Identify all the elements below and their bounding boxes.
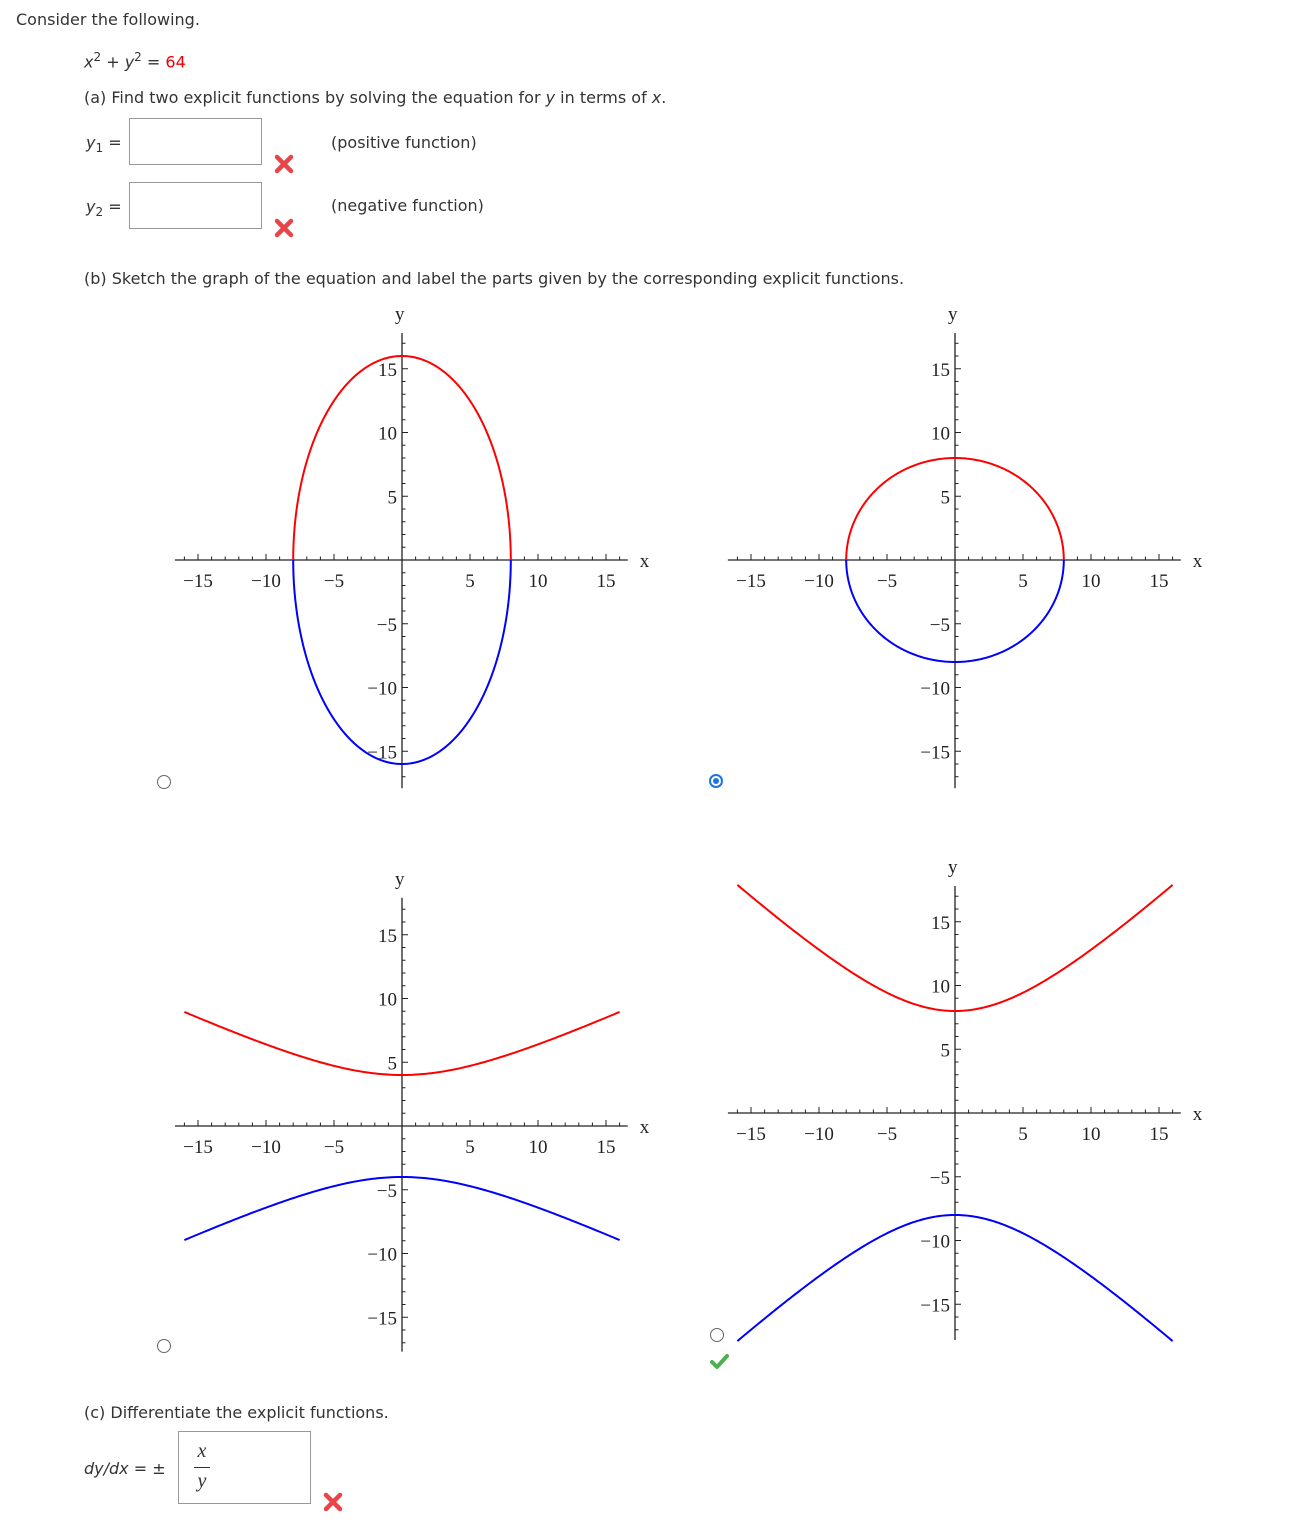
x-tick-label: −5	[323, 1137, 345, 1158]
y-tick-label: 10	[378, 989, 397, 1011]
x-tick-label: 10	[528, 1137, 548, 1158]
correct-check-icon	[709, 1352, 729, 1372]
x-axis-label: x	[639, 551, 650, 572]
incorrect-icon	[274, 218, 294, 238]
radio-option-3[interactable]	[157, 1339, 171, 1353]
x-tick-label: 15	[596, 1137, 616, 1158]
y1-note: (positive function)	[331, 133, 477, 152]
y-axis-label: y	[948, 304, 958, 326]
prompt-text: (a) Find two explicit functions by solving the equation for	[84, 88, 546, 107]
eq-equals: =	[146, 52, 161, 72]
y-tick-label: 5	[387, 487, 397, 509]
y-tick-label: −10	[920, 1231, 950, 1253]
y1-eq: =	[108, 133, 122, 152]
y-tick-label: 10	[931, 976, 950, 998]
prompt-text: .	[661, 88, 667, 107]
radio-option-4[interactable]	[710, 1328, 724, 1342]
x-tick-label: 15	[596, 571, 616, 592]
y1-sub: 1	[95, 141, 104, 156]
x-tick-label: −15	[183, 571, 213, 592]
x-tick-label: 10	[528, 571, 548, 592]
x-tick-label: 15	[1149, 571, 1169, 592]
prompt-var-y: y	[545, 88, 556, 107]
eq-rhs: 64	[165, 52, 186, 72]
y-tick-label: 15	[378, 925, 397, 947]
x-tick-label: 5	[1018, 571, 1028, 592]
incorrect-icon	[274, 154, 294, 174]
radio-option-1[interactable]	[157, 775, 171, 789]
x-tick-label: 5	[465, 1137, 475, 1158]
y2-input[interactable]	[129, 182, 262, 229]
x-tick-label: 10	[1081, 1124, 1101, 1145]
x-tick-label: 5	[465, 571, 475, 592]
part-a-prompt	[84, 88, 666, 107]
x-tick-label: 15	[1149, 1124, 1169, 1145]
graph-option-2	[705, 300, 1265, 820]
y2-label	[86, 197, 122, 219]
equation	[84, 50, 186, 71]
x-tick-label: −15	[183, 1137, 213, 1158]
graph-option-3	[152, 866, 712, 1386]
x-axis-label: x	[1192, 551, 1203, 572]
incorrect-icon	[323, 1492, 343, 1512]
y2-sub: 2	[95, 205, 104, 220]
derivative-label: dy/dx = ±	[84, 1459, 166, 1478]
x-tick-label: −15	[736, 571, 766, 592]
y-tick-label: −15	[367, 1308, 397, 1330]
y-tick-label: 5	[940, 1040, 950, 1062]
intro-text: Consider the following.	[16, 10, 200, 29]
x-tick-label: 10	[1081, 571, 1101, 592]
derivative-input[interactable]	[178, 1431, 311, 1504]
y2-var: y	[86, 197, 96, 216]
y-axis-label: y	[395, 304, 405, 326]
y-tick-label: −5	[376, 1180, 397, 1202]
y-tick-label: 15	[931, 912, 950, 934]
y2-eq: =	[108, 197, 122, 216]
y-tick-label: −5	[376, 614, 397, 636]
prompt-var-x: x	[651, 88, 662, 107]
y1-label	[86, 133, 122, 155]
numerator: x	[197, 1440, 207, 1462]
y1-input[interactable]	[129, 118, 262, 165]
y-tick-label: −5	[929, 1167, 950, 1189]
x-tick-label: −10	[251, 1137, 281, 1158]
y-tick-label: −15	[920, 742, 950, 764]
y-tick-label: −15	[367, 742, 397, 764]
x-tick-label: −5	[876, 571, 898, 592]
x-tick-label: −10	[251, 571, 281, 592]
eq-exp: 2	[134, 50, 142, 64]
y-tick-label: −10	[920, 678, 950, 700]
part-b-prompt: (b) Sketch the graph of the equation and label the parts given by the corresponding explicit functions.	[84, 269, 905, 288]
denominator: y	[197, 1470, 207, 1492]
y-axis-label: y	[395, 868, 405, 890]
x-tick-label: −15	[736, 1124, 766, 1145]
y-tick-label: −15	[920, 1295, 950, 1317]
y-tick-label: 5	[940, 487, 950, 509]
eq-x: x	[84, 52, 94, 72]
y2-note: (negative function)	[331, 196, 484, 215]
x-tick-label: 5	[1018, 1124, 1028, 1145]
x-axis-label: x	[1192, 1104, 1203, 1125]
y-tick-label: 5	[387, 1053, 397, 1075]
graph-option-1	[152, 300, 712, 820]
x-tick-label: −5	[323, 571, 345, 592]
eq-exp: 2	[93, 50, 102, 64]
prompt-text: in terms of	[555, 88, 652, 107]
x-tick-label: −10	[804, 1124, 834, 1145]
part-c-prompt: (c) Differentiate the explicit functions.	[84, 1403, 389, 1422]
y-tick-label: 10	[931, 423, 950, 445]
eq-plus: +	[106, 52, 120, 72]
radio-option-2[interactable]	[709, 774, 723, 788]
y-tick-label: −10	[367, 678, 397, 700]
y-tick-label: 15	[378, 359, 397, 381]
y-tick-label: −10	[367, 1244, 397, 1266]
x-tick-label: −5	[876, 1124, 898, 1145]
y-axis-label: y	[948, 857, 958, 879]
y-tick-label: −5	[929, 614, 950, 636]
fraction-bar	[194, 1467, 210, 1468]
y1-var: y	[86, 133, 96, 152]
y-tick-label: 10	[378, 423, 397, 445]
x-tick-label: −10	[804, 571, 834, 592]
y-tick-label: 15	[931, 359, 950, 381]
eq-y: y	[124, 52, 135, 72]
x-axis-label: x	[639, 1117, 650, 1138]
graph-option-4	[705, 853, 1265, 1373]
